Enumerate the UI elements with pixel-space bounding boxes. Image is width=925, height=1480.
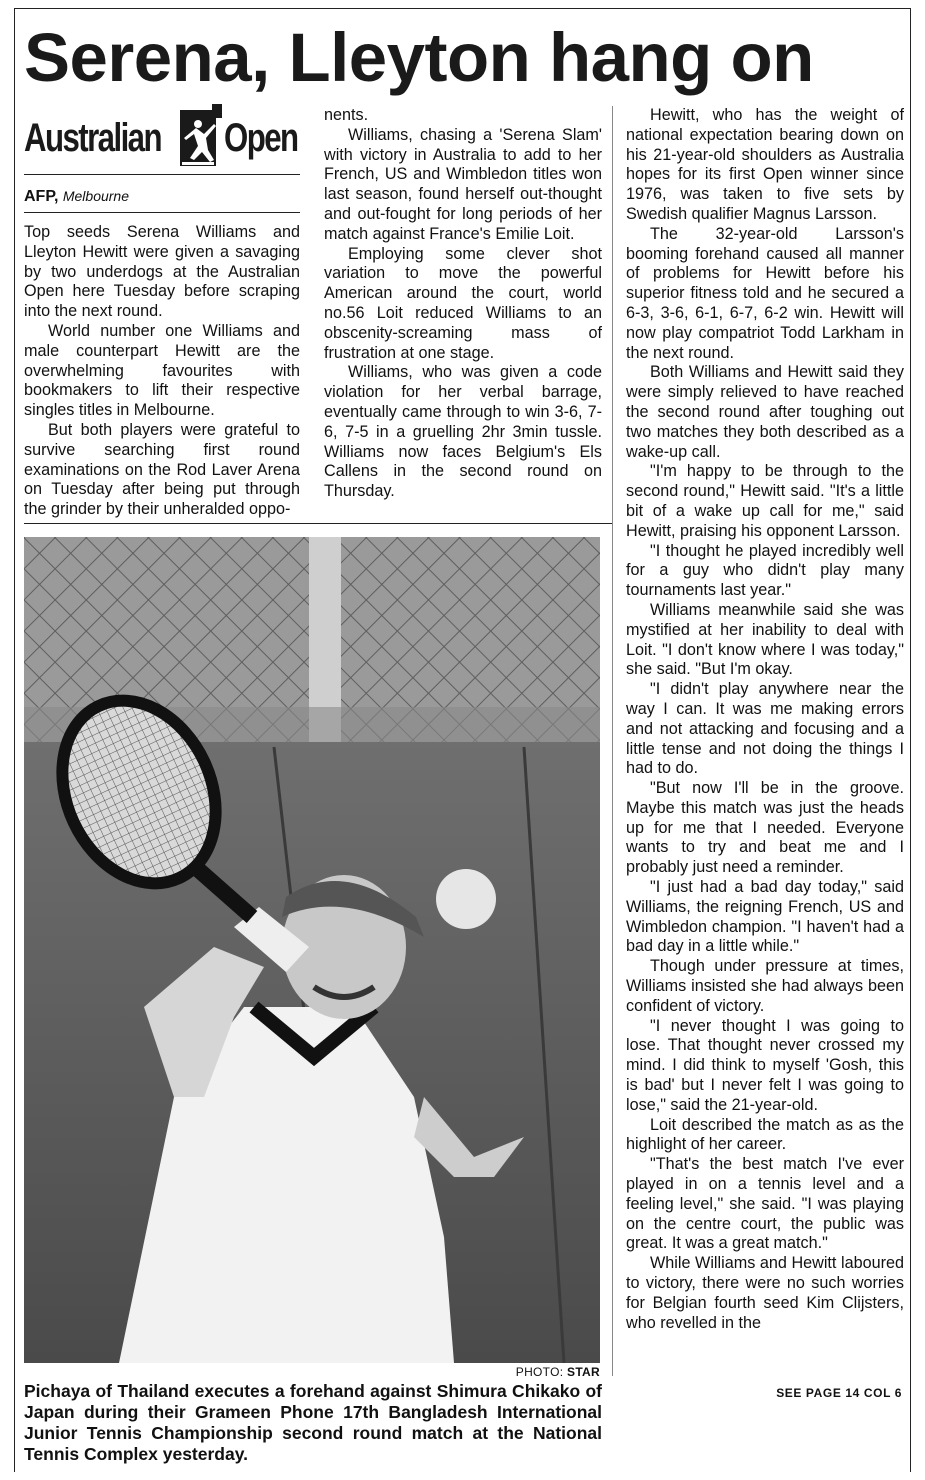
logo-underline-rule [24,174,300,175]
top-border-rule [14,8,911,9]
paragraph: World number one Williams and male counterpart Hewitt are the overwhelming favourites with bookmakers to lift their respective singles titles in Melbourne. [24,321,300,420]
photo-credit-source: STAR [567,1365,600,1379]
tennis-player-logo-icon [174,100,226,170]
photo-credit-label: PHOTO: [515,1365,564,1379]
australian-open-logo [24,100,300,174]
dateline-source: AFP, [24,188,59,205]
paragraph: Employing some clever shot variation to move the powerful American around the court, world no.56 Loit reduced Williams to an obscenity-screaming mass of frustration at one stage. [324,244,602,362]
paragraph: "I'm happy to be through to the second round," Hewitt said. "It's a little bit of a wake up call for me," said Hewitt, praising his opponent Larsson. [626,462,904,540]
left-border-rule [14,8,15,1472]
dateline-rule [24,212,300,213]
paragraph: While Williams and Hewitt laboured to victory, there were no such worries for Belgian fourth seed Kim Clijsters, who revelled in the [626,1254,904,1332]
paragraph: But both players were grateful to survive searching first round examinations on the Rod Laver Arena on Tuesday after being put through the grinder by their unheralded oppo- [24,420,300,519]
logo-word-australian: Australian [24,116,161,160]
paragraph: "I never thought I was going to lose. That thought never crossed my mind. I did think to myself 'Gosh, this is bad' but I never felt I was going to lose," said the 21-year-old. [626,1016,904,1114]
paragraph: Williams, chasing a 'Serena Slam' with victory in Australia to add to her French, US and Wimbledon titles won last season, found herself out-thought and out-fought for long periods of her match against France's Emilie Loit. [324,125,602,243]
paragraph: Williams meanwhile said she was mystified at her inability to deal with Loit. "I don't know where I was today," she said. "But I'm okay. [626,600,904,679]
paragraph: Hewitt, who has the weight of national expectation bearing down on his 21-year-old shoulders as Australia hopes for its first Open winner since 1976, was taken to five sets by Swedish qualifier Magnus Larsson. [626,106,904,223]
article-column-1 [24,223,300,520]
paragraph: "But now I'll be in the groove. Maybe this match was just the heads up for me that I needed. Everyone wants to try and beat me and I probably just need a reminder. [626,779,904,877]
headline: Serena, Lleyton hang on [24,19,814,96]
paragraph: "I thought he played incredibly well for a guy who didn't play many tournaments last year." [626,541,904,600]
paragraph: Top seeds Serena Williams and Lleyton Hewitt were given a savaging by two underdogs at the Australian Open here Tuesday before scraping into the next round. [24,223,300,321]
paragraph: Though under pressure at times, Williams insisted she had always been confident of victory. [626,957,904,1015]
paragraph: Both Williams and Hewitt said they were simply relieved to have reached the second round after toughing out two matches they both described as a wake-up call. [626,363,904,461]
paragraph: nents. [324,106,369,124]
paragraph: "I just had a bad day today," said Williams, the reigning French, US and Wimbledon champion. "I haven't had a bad day in a little while." [626,878,904,956]
right-border-rule [910,8,911,1472]
paragraph: Williams, who was given a code violation for her verbal barrage, eventually came through to win 3-6, 7-6, 7-5 in a gruelling 2hr 3min tussle. Williams now faces Belgium's Els Callens in the second round on Thursday. [324,363,602,501]
paragraph: The 32-year-old Larsson's booming forehand caused all manner of problems for Hewitt before his superior fitness told and he secured a 6-3, 3-6, 6-1, 6-7, 6-2 win. Hewitt will now play compatriot Todd Larkham in the next round. [626,224,904,362]
column-divider [612,106,613,1376]
tennis-photo [24,537,600,1363]
article-column-3 [626,106,904,1333]
photo-credit [300,1363,600,1381]
paragraph: "That's the best match I've ever played in on a tennis level and a feeling level," she said. "I was playing on the centre court, the public was great. It was a great match." [626,1155,904,1253]
paragraph: Loit described the match as as the highlight of her career. [626,1115,904,1154]
paragraph: "I didn't play anywhere near the way I can. It was me making errors and not attacking and focusing and a little tense and not doing the things I had to do. [626,680,904,778]
tennis-player-illustration [24,537,600,1363]
dateline-location: Melbourne [62,188,129,204]
dateline [24,184,129,208]
jump-line: SEE PAGE 14 COL 6 [776,1386,902,1400]
logo-word-open: Open [224,116,298,160]
photo-top-rule [24,523,612,524]
article-column-2 [324,106,602,502]
photo-caption: Pichaya of Thailand executes a forehand against Shimura Chikako of Japan during their Grameen Phone 17th Bangladesh International Junior Tennis Championship second round match at the National Tennis Complex yesterday. [24,1381,602,1464]
